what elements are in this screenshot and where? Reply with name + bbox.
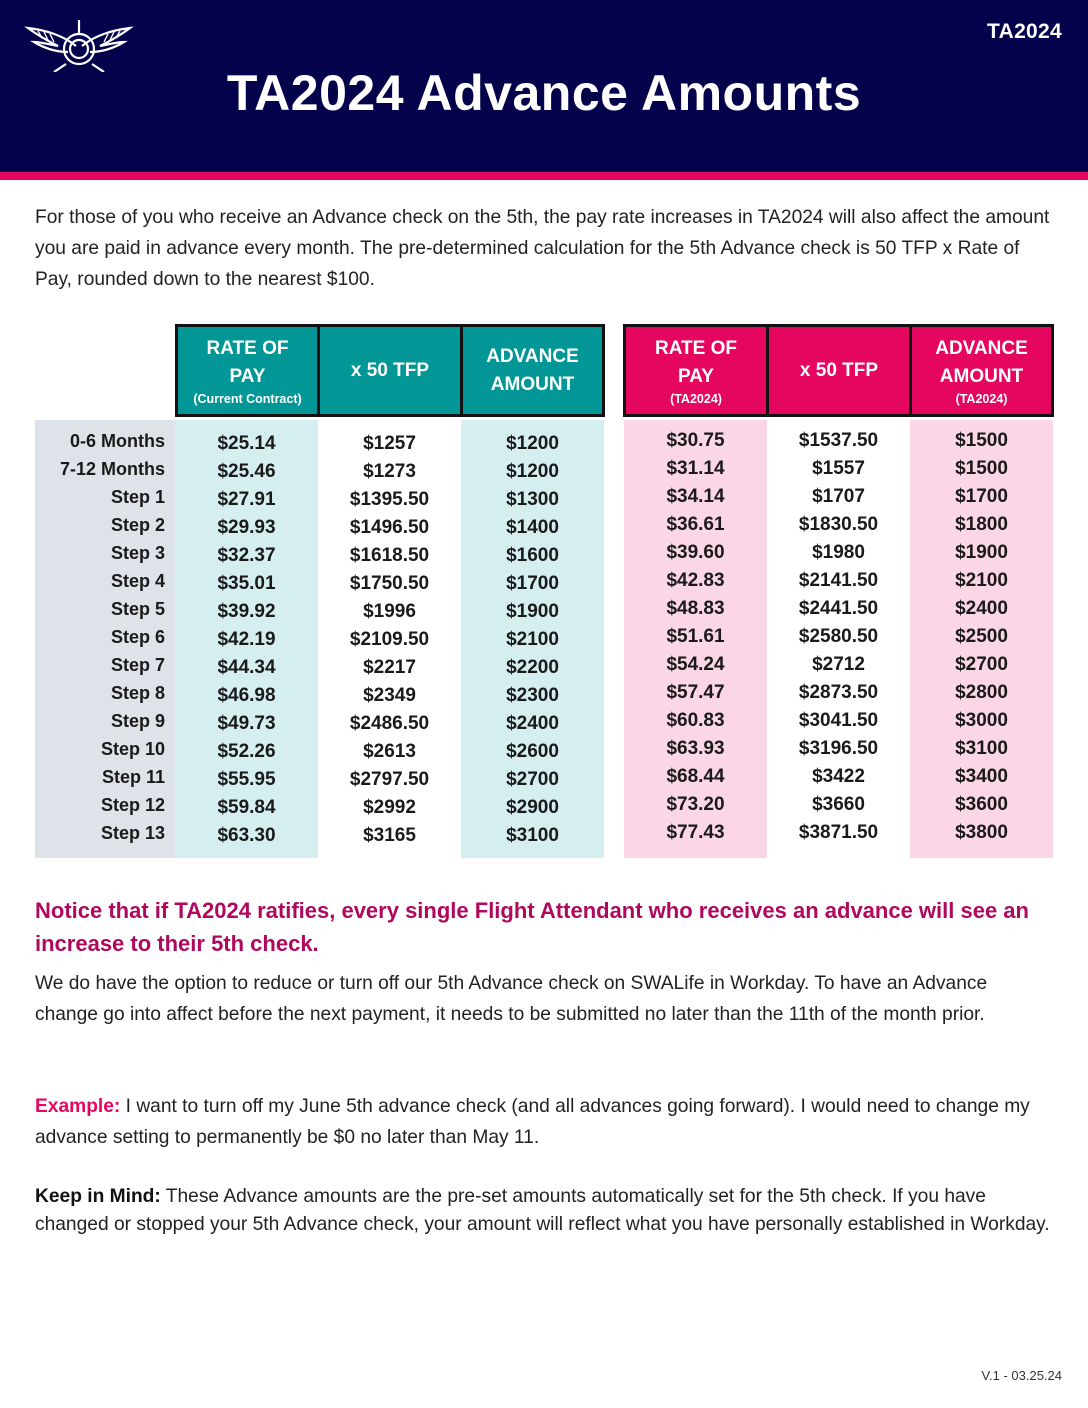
- table-cell-ta-adv: $1500: [955, 430, 1008, 451]
- table-cell-ta-adv: $3600: [955, 794, 1008, 815]
- step-label: Step 13: [100, 823, 165, 843]
- header-line: AMOUNT: [939, 365, 1024, 387]
- example-paragraph: [35, 1091, 1055, 1153]
- column-ta-rate: [624, 420, 767, 858]
- table-cell-cur-rate: $49.73: [217, 713, 276, 734]
- table-cell-cur-tfp: $2109.50: [349, 629, 430, 650]
- table-cell-cur-adv: $2400: [506, 713, 559, 734]
- table-cell-cur-tfp: $1496.50: [349, 517, 430, 538]
- header-line: PAY: [229, 365, 266, 387]
- table-cell-cur-rate: $59.84: [217, 797, 276, 818]
- table-cell-ta-rate: $68.44: [666, 766, 725, 787]
- table-cell-ta-tfp: $2580.50: [798, 626, 879, 647]
- column-current-rate: [175, 420, 318, 858]
- table-cell-ta-tfp: $1557: [812, 458, 865, 479]
- table-cell-cur-rate: $52.26: [217, 741, 276, 762]
- table-cell-ta-adv: $1700: [955, 486, 1008, 507]
- table-cell-cur-tfp: $1996: [363, 601, 416, 622]
- table-cell-cur-rate: $25.14: [217, 433, 276, 454]
- table-cell-ta-adv: $2500: [955, 626, 1008, 647]
- table-cell-ta-adv: $3400: [955, 766, 1008, 787]
- table-cell-cur-tfp: $1750.50: [349, 573, 430, 594]
- table-cell-ta-tfp: $2141.50: [798, 570, 879, 591]
- keep-in-mind-label: Keep in Mind:: [35, 1186, 161, 1207]
- table-cell-ta-rate: $30.75: [666, 430, 725, 451]
- table-cell-ta-rate: $42.83: [666, 570, 725, 591]
- table-cell-ta-adv: $2100: [955, 570, 1008, 591]
- table-cell-ta-tfp: $1707: [812, 486, 865, 507]
- accent-stripe: [0, 172, 1088, 180]
- table-cell-ta-tfp: $1980: [812, 542, 865, 563]
- table-cell-cur-rate: $63.30: [217, 825, 276, 846]
- header-sub: (TA2024): [670, 391, 722, 406]
- table-cell-ta-rate: $48.83: [666, 598, 725, 619]
- header-line: x 50 TFP: [350, 359, 430, 381]
- table-cell-ta-tfp: $3660: [812, 794, 865, 815]
- table-cell-cur-adv: $1200: [506, 461, 559, 482]
- table-cell-ta-tfp: $3422: [812, 766, 865, 787]
- column-ta-advance: [910, 420, 1053, 858]
- table-cell-cur-adv: $2100: [506, 629, 559, 650]
- table-cell-cur-rate: $27.91: [217, 489, 276, 510]
- table-cell-cur-tfp: $1273: [363, 461, 416, 482]
- table-cell-ta-adv: $3800: [955, 822, 1008, 843]
- table-cell-cur-tfp: $2217: [363, 657, 416, 678]
- table-cell-cur-tfp: $1618.50: [349, 545, 430, 566]
- example-label: Example:: [35, 1096, 121, 1117]
- table-cell-cur-adv: $1400: [506, 517, 559, 538]
- column-ta-tfp: [767, 420, 910, 858]
- notice-heading: Notice that if TA2024 ratifies, every single Flight Attendant who receives an advance will see an increase to their 5th check.: [35, 898, 1029, 956]
- table-cell-cur-tfp: $1257: [363, 433, 416, 454]
- table-cell-cur-tfp: $2349: [363, 685, 416, 706]
- table-cell-cur-tfp: $2486.50: [349, 713, 430, 734]
- table-cell-ta-rate: $60.83: [666, 710, 725, 731]
- header-line: PAY: [678, 365, 714, 387]
- table-cell-cur-adv: $1200: [506, 433, 559, 454]
- step-label: Step 10: [100, 739, 165, 759]
- table-cell-cur-tfp: $3165: [363, 825, 416, 846]
- keep-in-mind-text: These Advance amounts are the pre-set amounts automatically set for the 5th check. If you have changed or stopped your 5th Advance check, your amount will reflect what you have personally established in Workday.: [35, 1186, 1050, 1235]
- table-cell-ta-rate: $34.14: [666, 486, 725, 507]
- step-label: Step 5: [110, 599, 165, 619]
- keep-in-mind-paragraph: [35, 1183, 1055, 1239]
- table-cell-ta-rate: $36.61: [666, 514, 725, 535]
- table-cell-cur-rate: $55.95: [217, 769, 276, 790]
- table-cell-cur-adv: $3100: [506, 825, 559, 846]
- table-cell-cur-adv: $2300: [506, 685, 559, 706]
- version-label: V.1 - 03.25.24: [981, 1368, 1062, 1383]
- header-current-advance: [460, 324, 605, 417]
- table-cell-ta-rate: $51.61: [666, 626, 725, 647]
- table-cell-cur-rate: $42.19: [217, 629, 276, 650]
- table-cell-cur-rate: $44.34: [217, 657, 276, 678]
- header-line: ADVANCE: [486, 345, 579, 367]
- step-label: Step 1: [110, 487, 165, 507]
- header-banner: [0, 0, 1088, 172]
- table-cell-ta-rate: $73.20: [666, 794, 725, 815]
- table-cell-ta-tfp: $3041.50: [798, 710, 879, 731]
- table-cell-cur-adv: $2600: [506, 741, 559, 762]
- step-label: Step 9: [110, 711, 165, 731]
- header-ta-tfp: [766, 324, 912, 417]
- step-label: 0-6 Months: [69, 431, 165, 451]
- header-line: RATE OF: [206, 337, 289, 359]
- column-current-advance: [461, 420, 604, 858]
- table-cell-ta-rate: $57.47: [666, 682, 725, 703]
- table-cell-ta-adv: $1900: [955, 542, 1008, 563]
- table-cell-cur-adv: $1600: [506, 545, 559, 566]
- page-title: TA2024 Advance Amounts: [226, 65, 862, 121]
- header-line: ADVANCE: [935, 337, 1028, 359]
- table-cell-cur-tfp: $2797.50: [349, 769, 430, 790]
- table-cell-cur-rate: $35.01: [217, 573, 276, 594]
- table-cell-cur-rate: $46.98: [217, 685, 276, 706]
- table-cell-ta-adv: $1500: [955, 458, 1008, 479]
- header-line: RATE OF: [655, 337, 737, 359]
- table-cell-ta-adv: $2400: [955, 598, 1008, 619]
- table-cell-cur-adv: $1300: [506, 489, 559, 510]
- step-label: Step 7: [110, 655, 165, 675]
- column-current-tfp: [318, 420, 461, 858]
- table-cell-cur-rate: $32.37: [217, 545, 276, 566]
- step-label: Step 12: [100, 795, 165, 815]
- table-cell-ta-adv: $3000: [955, 710, 1008, 731]
- table-cell-ta-adv: $2700: [955, 654, 1008, 675]
- table-cell-ta-tfp: $2441.50: [798, 598, 879, 619]
- table-cell-ta-tfp: $1830.50: [798, 514, 879, 535]
- header-ta-rate: [623, 324, 769, 417]
- intro-paragraph: For those of you who receive an Advance check on the 5th, the pay rate increases in TA2024 will also affect the amount you are paid in advance every month. The pre-determined calculation for the 5th Advance check is 50 TFP x Rate of Pay, rounded down to the nearest $100.: [35, 207, 1050, 290]
- table-cell-cur-rate: $39.92: [217, 601, 276, 622]
- header-line: x 50 TFP: [799, 359, 879, 381]
- table-cell-cur-adv: $2200: [506, 657, 559, 678]
- table-cell-ta-adv: $1800: [955, 514, 1008, 535]
- table-cell-cur-adv: $1900: [506, 601, 559, 622]
- table-cell-ta-rate: $54.24: [666, 654, 725, 675]
- table-cell-cur-rate: $29.93: [217, 517, 276, 538]
- column-step-labels: [35, 420, 175, 858]
- step-label: 7-12 Months: [59, 459, 165, 479]
- step-label: Step 8: [110, 683, 165, 703]
- table-cell-cur-adv: $2900: [506, 797, 559, 818]
- table-cell-ta-tfp: $3871.50: [798, 822, 879, 843]
- table-cell-cur-adv: $1700: [506, 573, 559, 594]
- table-cell-ta-tfp: $1537.50: [798, 430, 879, 451]
- table-cell-ta-rate: $77.43: [666, 822, 725, 843]
- table-cell-cur-rate: $25.46: [217, 461, 276, 482]
- step-label: Step 2: [110, 515, 165, 535]
- header-current-tfp: [317, 324, 463, 417]
- header-ta-advance: [909, 324, 1054, 417]
- table-cell-ta-rate: $39.60: [666, 542, 725, 563]
- table-cell-ta-adv: $2800: [955, 682, 1008, 703]
- header-current-rate: [175, 324, 320, 417]
- table-cell-cur-tfp: $1395.50: [349, 489, 430, 510]
- table-cell-cur-tfp: $2613: [363, 741, 416, 762]
- step-label: Step 3: [110, 543, 165, 563]
- header-line: AMOUNT: [490, 373, 575, 395]
- step-label: Step 4: [110, 571, 165, 591]
- example-text: I want to turn off my June 5th advance check (and all advances going forward). I would need to change my advance setting to permanently be $0 no later than May 11.: [35, 1096, 1030, 1148]
- header-tag: TA2024: [987, 20, 1062, 43]
- step-label: Step 6: [110, 627, 165, 647]
- table-cell-cur-tfp: $2992: [363, 797, 416, 818]
- table-cell-ta-rate: $63.93: [666, 738, 725, 759]
- header-sub: (Current Contract): [193, 391, 302, 406]
- option-paragraph: We do have the option to reduce or turn off our 5th Advance check on SWALife in Workday. To have an Advance change go into affect before the next payment, it needs to be submitted no later than the 11th of the month prior.: [35, 973, 988, 1025]
- advance-table: [0, 324, 1088, 864]
- table-cell-cur-adv: $2700: [506, 769, 559, 790]
- table-cell-ta-tfp: $2873.50: [798, 682, 879, 703]
- table-cell-ta-tfp: $3196.50: [798, 738, 879, 759]
- table-cell-ta-rate: $31.14: [666, 458, 725, 479]
- header-sub: (TA2024): [955, 391, 1008, 406]
- table-cell-ta-tfp: $2712: [812, 654, 865, 675]
- table-cell-ta-adv: $3100: [955, 738, 1008, 759]
- step-label: Step 11: [101, 767, 165, 787]
